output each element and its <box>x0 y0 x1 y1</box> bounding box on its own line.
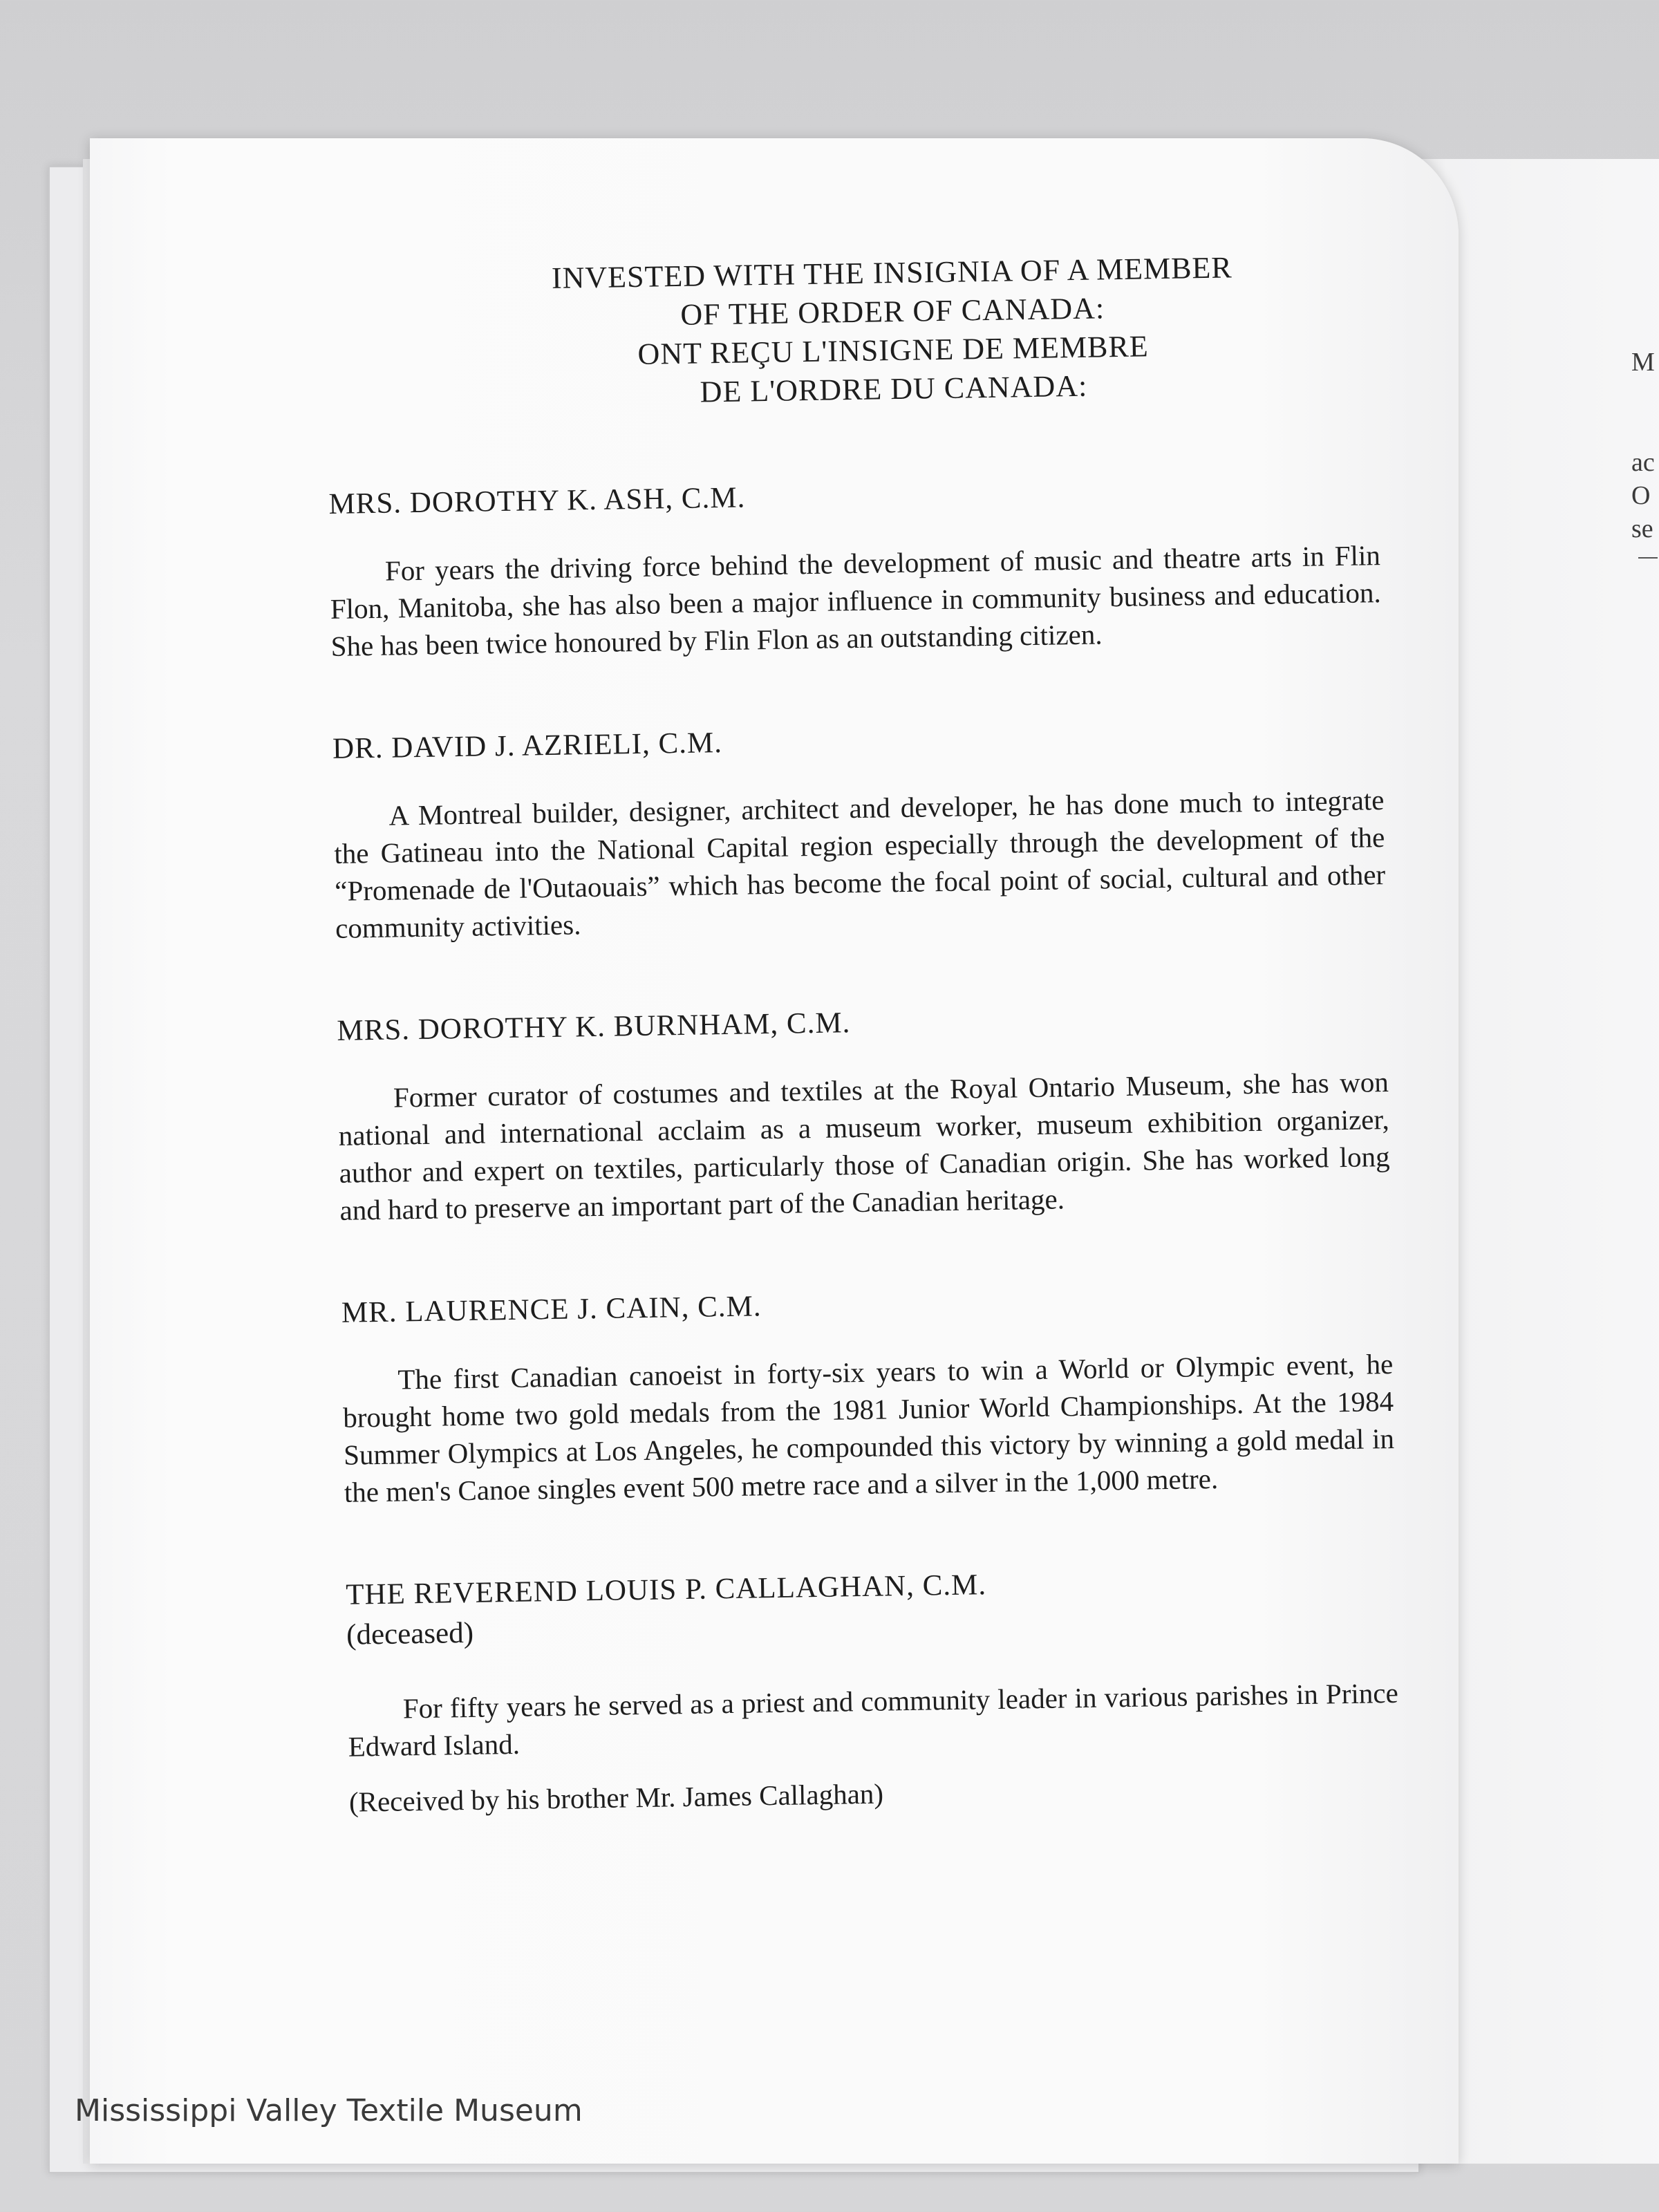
honoree-received-note: (Received by his brother Mr. James Callaghan) <box>348 1777 884 1818</box>
honoree-name: MRS. DOROTHY K. ASH, C.M. <box>328 481 746 521</box>
honoree-name: MRS. DOROTHY K. BURNHAM, C.M. <box>337 1006 851 1047</box>
honoree-note: (deceased) <box>346 1616 474 1651</box>
honoree-name: THE REVEREND LOUIS P. CALLAGHAN, C.M. <box>345 1568 987 1611</box>
facing-page-fragment: M <box>1631 348 1655 377</box>
honoree-entry <box>346 1561 1400 1821</box>
honoree-name: DR. DAVID J. AZRIELI, C.M. <box>332 727 723 765</box>
honoree-entry <box>341 1279 1395 1511</box>
heading-line: ONT REÇU L'INSIGNE DE MEMBRE <box>637 329 1149 371</box>
honoree-citation: A Montreal builder, designer, architect and developer, he has done much to integrate the Gatineau into the National Capital region especially through the development of the “Promenade de l'Outaouais” which has become the focal point of social, cultural and other community activities. <box>334 784 1386 944</box>
honoree-citation: The first Canadian canoeist in forty-six years to win a World or Olympic event, he brought home two gold medals from the 1981 Junior World Championships. At the 1984 Summer Olympics at Los Angeles, he compounded this victory by winning a gold medal in the men's Canoe singles event 500 metre race and a silver in the 1,000 metre. <box>342 1347 1395 1508</box>
honoree-name: MR. LAURENCE J. CAIN, C.M. <box>341 1290 762 1329</box>
page-content <box>325 246 1401 1887</box>
honoree-entry <box>328 470 1382 665</box>
page-heading <box>325 246 1378 418</box>
facing-page-fragment: se <box>1631 514 1653 543</box>
heading-line: DE L'ORDRE DU CANADA: <box>700 368 1088 409</box>
honoree-entry <box>332 715 1387 947</box>
heading-line: INVESTED WITH THE INSIGNIA OF A MEMBER <box>551 250 1233 295</box>
honoree-entry <box>337 997 1391 1229</box>
watermark-caption: Mississippi Valley Textile Museum <box>75 2093 583 2128</box>
honoree-citation: For fifty years he served as a priest and community leader in various parishes in Prince Edward Island. <box>348 1676 1399 1763</box>
honoree-citation: For years the driving force behind the development of music and theatre arts in Flin Flon, Manitoba, she has also been a major influence in community business and education. She has been twice honoured by Flin Flon as an outstanding citizen. <box>330 539 1382 662</box>
honoree-citation: Former curator of costumes and textiles at the Royal Ontario Museum, she has won national and international acclaim as a museum worker, museum exhibition organizer, author and expert on textiles, particularly those of Canadian origin. She has worked long and hard to preserve an important part of the Canadian heritage. <box>338 1065 1390 1226</box>
heading-line: OF THE ORDER OF CANADA: <box>679 291 1105 332</box>
facing-page-fragment: O <box>1631 481 1651 510</box>
facing-page-rule <box>1638 557 1658 559</box>
facing-page-fragment: ac <box>1631 448 1655 477</box>
